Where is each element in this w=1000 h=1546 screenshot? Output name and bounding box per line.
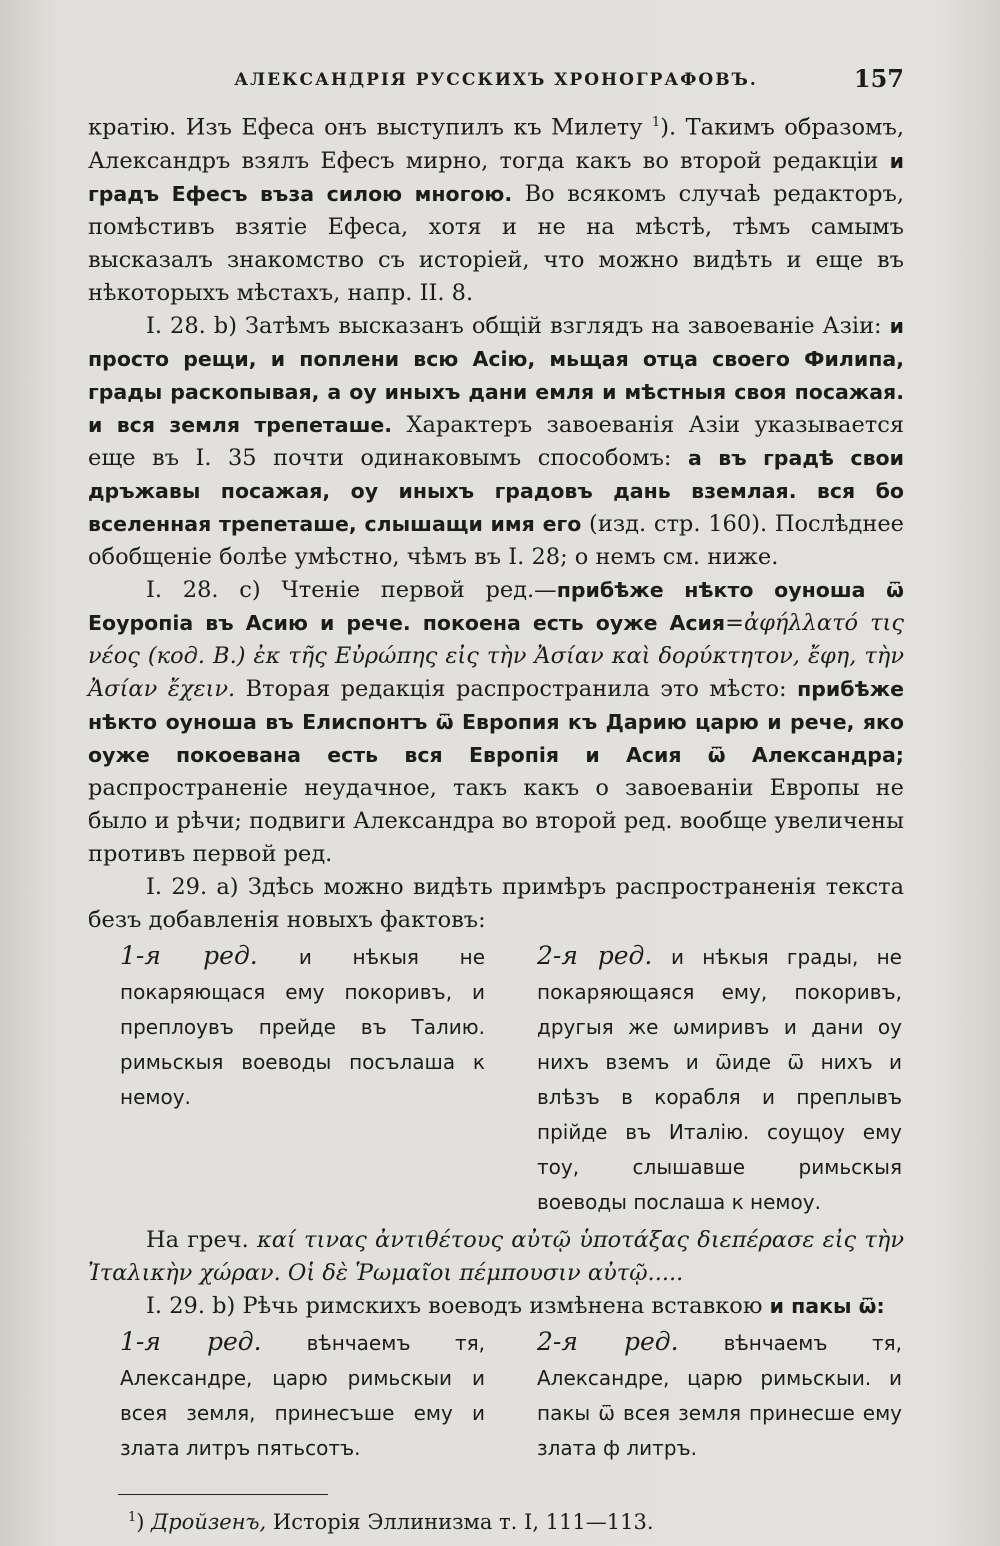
- paragraph-4: I. 29. a) Здѣсь можно видѣть примѣръ распространенія текста безъ добавленія новыхъ фактовъ:: [88, 873, 904, 933]
- text-run: На греч.: [146, 1226, 258, 1253]
- text-run: =: [725, 609, 744, 636]
- church-slavonic-quote: прибѣже нѣкто оуноша ѿ Еоуропіа въ Асию и рече. покоена есть оуже Асия: [88, 577, 904, 635]
- greek-quote: καί τινας ἀντιθέτους αὐτῷ ὑποτάξας διεπέρασε εἰς τὴν Ἰταλικὴν χώραν. Οἱ δὲ Ῥωμαῖοι πέμπουσιν αὐτῷ.....: [88, 1226, 905, 1286]
- footnote-ref: 1: [651, 115, 661, 130]
- church-slavonic-quote: и просто рещи, и поплени всю Асію, мьщая отца своего Филипа, грады раскопывая, а оу иныхъ дани емля и мѣстныя своя посажая. и вся земля трепеташе.: [88, 313, 904, 437]
- redaction-text: и нѣкыя грады, не покаряющаяся ему, покоривъ, другыя же ѡмиривъ и дани оу нихъ вземъ и ѿиде ѿ нихъ и влѣзъ в корабля и преплывъ прійде въ Италію. соущоу ему тоу, слышавше римьскыя воеводы послаша к немоу.: [537, 944, 902, 1214]
- running-title: АЛЕКСАНДРІЯ РУССКИХЪ ХРОНОГРАФОВЪ.: [234, 70, 758, 90]
- greek-quote: ἀφήλλατό τις νέος (код. B.) ἐκ τῆς Εὐρώπης εἰς τὴν Ἀσίαν καὶ δορύκτητον, ἔφη, τὴν Ἀσίαν ἔχειν.: [88, 609, 904, 702]
- comparison-block-2: [88, 1325, 904, 1466]
- footnote-divider: [118, 1494, 328, 1495]
- running-header: [88, 60, 904, 106]
- redaction-label: 1-я ред.: [120, 1326, 262, 1356]
- text-run: I. 29. b) Рѣчь римскихъ воеводъ измѣнена вставкою: [146, 1292, 770, 1319]
- paragraph-2: [88, 310, 904, 574]
- comparison-right: [537, 939, 904, 1220]
- paragraph-1: [88, 106, 904, 310]
- text-run: кратію. Изъ Ефеса онъ выступилъ къ Милету: [88, 114, 652, 141]
- church-slavonic-quote: а въ градѣ свои дръжавы посажая, оу иныхъ градовъ дань вземлая. вся бо вселенная трепеташе, слышащи имя его: [88, 445, 904, 536]
- body-text: [88, 106, 904, 1466]
- footnote: $^1$) Дройзенъ, Исторія Эллинизма т. I, 111—113.: [128, 1509, 654, 1534]
- footnote-text: Исторія Эллинизма т. I, 111—113.: [266, 1509, 654, 1534]
- comparison-block-1: [88, 939, 904, 1220]
- text-run: I. 28. c) Чтеніе первой ред.—: [146, 576, 557, 603]
- footnote-author: Дройзенъ,: [151, 1509, 267, 1534]
- redaction-text: вѣнчаемъ тя, Александре, царю римьскыи. и пакы ѿ всея земля принесше ему злата ф литръ.: [537, 1330, 902, 1460]
- comparison-right: [537, 1325, 904, 1466]
- church-slavonic-quote: и пакы ѿ:: [769, 1293, 885, 1318]
- text-run: распространеніе неудачное, такъ какъ о завоеваніи Европы не было и рѣчи; подвиги Александра во второй ред. вообще увеличены противъ первой ред.: [88, 774, 905, 867]
- page-number: 157: [853, 64, 904, 93]
- redaction-label: 1-я ред.: [120, 940, 258, 970]
- comparison-left: [88, 1325, 485, 1466]
- text-run: (изд. стр. 160). Послѣднее обобщеніе болѣе умѣстно, чѣмъ въ I. 28; о немъ см. ниже.: [88, 510, 904, 570]
- paragraph-6: [88, 1290, 904, 1323]
- comparison-left: [88, 939, 485, 1220]
- redaction-text: вѣнчаемъ тя, Александре, царю римьскыи и всея земля, принесъше ему и злата литръ пятьсотъ.: [120, 1330, 485, 1460]
- church-slavonic-quote: прибѣже нѣкто оуноша въ Елиспонтъ ѿ Европия къ Дарию царю и рече, яко оуже покоевана есть вся Европія и Асия ѿ Александра;: [88, 676, 904, 767]
- paragraph-5: [88, 1224, 904, 1290]
- text-run: Вторая редакція распространила это мѣсто:: [235, 675, 798, 702]
- footnote-mark: 1: [128, 1509, 137, 1525]
- redaction-label: 2-я ред.: [537, 940, 653, 970]
- paragraph-3: [88, 574, 904, 871]
- text-run: Характеръ завоеванія Азіи указывается еще въ I. 35 почти одинаковымъ способомъ:: [88, 411, 905, 471]
- text-run: ). Такимъ образомъ, Александръ взялъ Ефесъ мирно, тогда какъ во второй редакціи: [88, 114, 904, 174]
- redaction-label: 2-я ред.: [537, 1326, 679, 1356]
- redaction-text: и нѣкыя не покаряющася ему покоривъ, и преплоувъ прейде въ Талию. римьскыя воеводы посълаша к немоу.: [120, 944, 485, 1109]
- text-run: Во всякомъ случаѣ редакторъ, помѣстивъ взятіе Ефеса, хотя и не на мѣстѣ, тѣмъ самымъ высказалъ знакомство съ исторіей, что можно видѣть и еще въ нѣкоторыхъ мѣстахъ, напр. II. 8.: [88, 180, 905, 306]
- text-run: I. 28. b) Затѣмъ высказанъ общій взглядъ на завоеваніе Азіи:: [146, 312, 890, 339]
- church-slavonic-quote: и градъ Ефесъ въза силою многою.: [88, 148, 904, 206]
